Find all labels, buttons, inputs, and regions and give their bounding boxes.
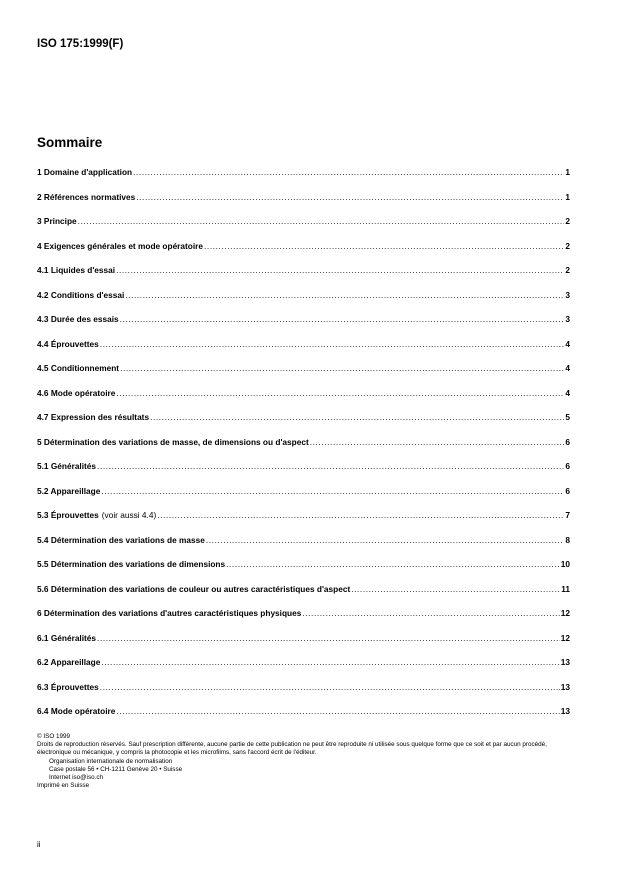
toc-entry-label: 4.1 Liquides d'essai xyxy=(37,265,116,275)
copyright-organisation: Organisation internationale de normalisation xyxy=(49,757,173,765)
toc-entry[interactable] xyxy=(37,459,570,471)
copyright-internet: Internet iso@iso.ch xyxy=(49,774,103,782)
toc-entry-page: 10 xyxy=(560,559,570,569)
toc-entry[interactable] xyxy=(37,704,570,716)
toc-entry-label: 4.3 Durée des essais xyxy=(37,314,119,324)
toc-dot-leader xyxy=(101,486,564,496)
toc-dot-leader xyxy=(310,437,565,447)
toc-entry[interactable] xyxy=(37,533,570,545)
toc-entry-label: 4 Exigences générales et mode opératoire xyxy=(37,240,204,251)
toc-dot-leader xyxy=(204,241,564,251)
toc-entry-page: 12 xyxy=(560,608,570,618)
toc-dot-leader xyxy=(116,388,564,398)
toc-dot-leader xyxy=(120,363,564,373)
toc-dot-leader xyxy=(100,682,560,692)
toc-entry-page: 4 xyxy=(565,387,570,398)
toc-entry[interactable] xyxy=(37,214,570,226)
toc-entry[interactable] xyxy=(37,606,570,618)
page-number: ii xyxy=(37,840,41,849)
toc-dot-leader xyxy=(78,216,565,226)
toc-entry[interactable] xyxy=(37,680,570,692)
toc-entry-label: 3 Principe xyxy=(37,216,77,226)
toc-entry[interactable] xyxy=(37,263,570,275)
copyright-block xyxy=(37,733,577,790)
toc-dot-leader xyxy=(100,339,565,349)
toc-dot-leader xyxy=(116,706,559,716)
toc-entry[interactable] xyxy=(37,557,570,569)
copyright-notice: © ISO 1999 xyxy=(37,733,70,740)
toc-entry-page: 7 xyxy=(565,510,570,520)
toc-entry-label: 4.2 Conditions d'essai xyxy=(37,289,125,300)
toc-entry-page: 5 xyxy=(565,412,570,422)
toc-entry-page: 6 xyxy=(565,436,570,447)
toc-dot-leader xyxy=(351,584,560,594)
toc-entry-page: 13 xyxy=(560,706,570,716)
toc-entry[interactable] xyxy=(37,582,570,594)
toc-entry-label: 4.7 Expression des résultats xyxy=(37,412,150,422)
toc-dot-leader xyxy=(226,559,560,569)
toc-entry-page: 13 xyxy=(560,657,570,667)
toc-dot-leader xyxy=(133,167,564,177)
toc-entry[interactable] xyxy=(37,484,570,496)
toc-entry-page: 3 xyxy=(565,314,570,324)
toc-entry[interactable] xyxy=(37,312,570,324)
toc-entry-page: 6 xyxy=(565,485,570,496)
toc-dot-leader xyxy=(150,412,564,422)
toc-dot-leader xyxy=(101,657,559,667)
toc-entry[interactable] xyxy=(37,386,570,398)
toc-dot-leader xyxy=(97,461,564,471)
toc-entry-label: 5.1 Généralités xyxy=(37,461,97,471)
toc-dot-leader xyxy=(302,608,559,618)
toc-entry[interactable] xyxy=(37,361,570,373)
toc-entry-label: 1 Domaine d'application xyxy=(37,167,133,177)
toc-entry[interactable] xyxy=(37,435,570,447)
toc-entry-label: 6 Détermination des variations d'autres caractéristiques physiques xyxy=(37,608,302,618)
toc-entry-label: 5.3 Éprouvettes xyxy=(37,510,99,520)
toc-entry-label: 4.5 Conditionnement xyxy=(37,363,120,373)
toc-entry-page: 2 xyxy=(565,216,570,226)
toc-entry[interactable] xyxy=(37,190,570,202)
toc-entry-page: 6 xyxy=(565,461,570,471)
toc-entry-page: 8 xyxy=(565,534,570,545)
toc-entry[interactable] xyxy=(37,410,570,422)
toc-entry[interactable] xyxy=(37,288,570,300)
copyright-address: Case postale 56 • CH-1211 Genève 20 • Suisse xyxy=(49,765,183,773)
toc-entry-label: 6.1 Généralités xyxy=(37,632,97,643)
toc-entry-page: 11 xyxy=(561,583,570,594)
toc-entry-page: 1 xyxy=(565,167,570,177)
toc-entry-page: 1 xyxy=(565,191,570,202)
toc-dot-leader xyxy=(157,510,564,520)
toc-entry-label: 5.2 Appareillage xyxy=(37,485,101,496)
toc-entry-label: 5.4 Détermination des variations de masse xyxy=(37,534,205,545)
toc-entry-label: 5 Détermination des variations de masse, de dimensions ou d'aspect xyxy=(37,436,309,447)
toc-entry-page: 12 xyxy=(560,632,570,643)
toc-entry-page: 4 xyxy=(565,338,570,349)
toc-entry-note: (voir aussi 4.4) xyxy=(101,510,157,520)
toc-entry-label: 5.6 Détermination des variations de couleur ou autres caractéristiques d'aspect xyxy=(37,583,351,594)
toc-entry-label: 2 Références normatives xyxy=(37,191,136,202)
toc-dot-leader xyxy=(120,314,565,324)
toc-entry-label: 4.4 Éprouvettes xyxy=(37,338,99,349)
toc-entry[interactable] xyxy=(37,508,570,520)
document-id-header: ISO 175:1999(F) xyxy=(37,38,124,50)
toc-entry[interactable] xyxy=(37,239,570,251)
copyright-printed: Imprimé en Suisse xyxy=(37,782,90,790)
toc-entry-label: 6.4 Mode opératoire xyxy=(37,706,116,716)
toc-entry[interactable] xyxy=(37,655,570,667)
copyright-rights: Droits de reproduction réservés. Sauf prescription différente, aucune partie de cette publication ne peut être reproduite ni utilisée sous quelque forme que ce soit et par aucun procédé, électronique ou mécanique, y compris la photocopie et les microfilms, sans l'accord écrit de l'éditeur. xyxy=(37,741,547,757)
toc-entry[interactable] xyxy=(37,631,570,643)
toc-entry-page: 3 xyxy=(565,289,570,300)
toc-dot-leader xyxy=(97,633,560,643)
toc-entry-label: 6.2 Appareillage xyxy=(37,657,101,667)
toc-dot-leader xyxy=(116,265,564,275)
toc-dot-leader xyxy=(136,192,564,202)
toc-dot-leader xyxy=(125,290,564,300)
toc-dot-leader xyxy=(206,535,565,545)
toc-entry-page: 2 xyxy=(565,265,570,275)
toc-entry-page: 4 xyxy=(565,363,570,373)
toc-title: Sommaire xyxy=(37,135,103,150)
toc-entry-label: 4.6 Mode opératoire xyxy=(37,387,116,398)
toc-entry[interactable] xyxy=(37,165,570,177)
toc-entry-page: 13 xyxy=(560,681,570,692)
toc-entry-page: 2 xyxy=(565,240,570,251)
toc-entry[interactable] xyxy=(37,337,570,349)
toc-entry-label: 5.5 Détermination des variations de dimensions xyxy=(37,559,226,569)
toc-entry-label: 6.3 Éprouvettes xyxy=(37,681,99,692)
